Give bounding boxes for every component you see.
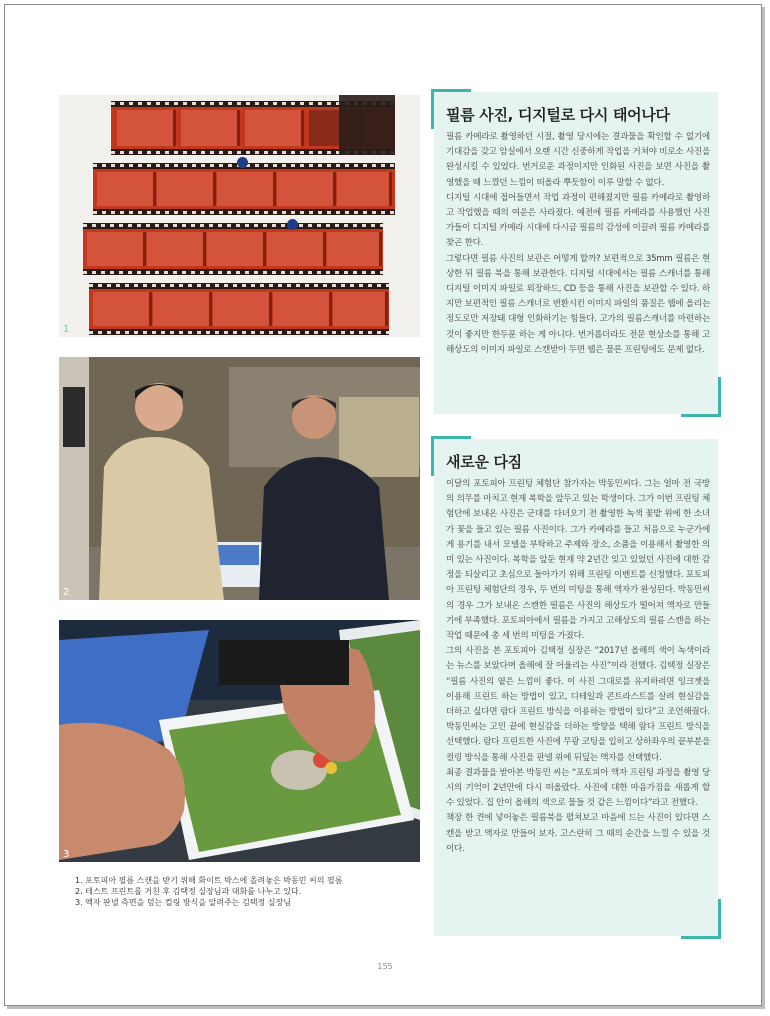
meeting-illustration bbox=[59, 357, 420, 600]
section-title: 필름 사진, 디지털로 다시 태어나다 bbox=[446, 106, 670, 124]
magnet-clip bbox=[287, 219, 298, 230]
film-strip bbox=[83, 223, 383, 275]
corner-accent bbox=[431, 436, 471, 439]
photo-number: 1 bbox=[63, 324, 70, 335]
hands-print-illustration bbox=[59, 620, 420, 862]
photo-number: 3 bbox=[63, 849, 70, 860]
photo-meeting bbox=[59, 357, 420, 600]
paragraph: 책장 한 켠에 넣어놓은 필름북을 펼쳐보고 마음에 드는 사진이 있다면 스캔을 받고 액자로 만들어 보자. 고스란히 그 때의 순간을 느낄 수 있을 것이다. bbox=[446, 813, 710, 854]
caption-1: 1. 포토피아 필름 스캔을 받기 위해 화이트 박스에 올려놓은 박동민 씨의 필름 bbox=[75, 876, 343, 885]
caption-3: 3. 액자 판넬 측면을 덮는 컬링 방식을 알려주는 김택정 실장님 bbox=[75, 898, 291, 907]
photo-hands-print bbox=[59, 620, 420, 862]
film-curl bbox=[339, 95, 395, 155]
paragraph: 이달의 포토피아 프린팅 체험단 참가자는 박동민씨다. 그는 얼마 전 국방의 의무를 마치고 현재 복학을 앞두고 있는 학생이다. 그가 이번 프린팅 체험단에 보내온 사진은 군대를 다녀오기 전 촬영한 녹색 꽃밭 위에 한 소녀가 꽃을 들고 있는 필름 사진이다. 그가 카메라를 들고 처음으로 누군가에게 용기를 내서 모델을 부탁하고 주제와 장소, 소품을 이용해서 촬영한 의미 있는 사진이다. 복학을 앞둔 현재 약 2년간 잊고 있었던 사진에 대한 감정을 되살리고 초심으로 돌아가기 위해 프린팅 이벤트를 신청했다. 포토피아 프린팅 체험단의 경우, 두 번의 미팅을 통해 액자가 완성된다. 박동민씨의 경우 그가 보내온 스캔한 필름은 사진의 해상도가 떨어져 액자로 만들기에 부족했다. 포토피아에서 필름을 가지고 고해상도의 필름 스캔을 하는 작업 때문에 총 세 번의 미팅을 가졌다. bbox=[446, 479, 710, 642]
section-film-to-digital bbox=[434, 92, 718, 414]
paragraph: 그의 사진을 본 포토피아 김택정 실장은 “2017년 올해의 색이 녹색이라는 뉴스를 보았다며 올해에 잘 어울리는 사진”이라 전했다. 김택정 실장은 “필름 사진의 옅은 느낌이 좋다. 이 사진 그대로를 유지하려면 잉크젯을 이용해 프린트 하는 방법이 있고, 디테일과 콘트라스트를 살려 현실감을 더하고 싶다면 람다 프린트 방식을 이용하는 방법이 있다”고 조언해줬다. 박동민씨는 고민 끝에 현실감을 더하는 방향을 택해 람다 프린트 방식을 선택했다. 람다 프린트한 사진에 무광 코팅을 입히고 상하좌우의 끝부분을 컬링 방식을 통해 사진을 판넬 위에 뒤덮는 액자를 선택했다. bbox=[446, 646, 710, 763]
photo-film-strips bbox=[59, 95, 420, 337]
section-body bbox=[446, 130, 710, 358]
paragraph: 그렇다면 필름 사진의 보관은 어떻게 할까? 보편적으로 35mm 필름은 현상한 뒤 필름 북을 통해 보관한다. 디지털 시대에서는 필름 스캐너를 통해 디지털 이미지 파일로 외장하드, CD 등을 통해 사진을 보관할 수 있다. 하지만 보편적인 필름 스캐너로 변환시킨 이미지 파일의 품질은 웹에 올리는 정도로만 저장돼 대형 인화하기는 힘들다. 고가의 필름스캐너를 마련하는 것이 좋지만 한두푼 하는 게 아니다. 번거롭더라도 전문 현상소를 통해 고해상도의 이미지 파일로 스캔받아 두면 웹은 물론 프린팅에도 문제 없다. bbox=[446, 253, 710, 355]
section-body bbox=[446, 477, 710, 857]
caption-2: 2. 테스트 프린트를 거친 후 김택정 실장님과 대화를 나누고 있다. bbox=[75, 887, 302, 896]
page-number: 155 bbox=[377, 962, 393, 971]
corner-accent bbox=[431, 89, 471, 92]
corner-accent bbox=[681, 936, 721, 939]
corner-accent bbox=[681, 414, 721, 417]
paragraph: 필름 카메라로 촬영하던 시절, 촬영 당시에는 결과물을 확인할 수 없기에 기대감을 갖고 암실에서 오랜 시간 신중하게 작업을 거쳐야 비로소 사진을 완성시킬 수 있었다. 번거로운 과정이지만 인화된 사진을 보면 사진을 촬영했을 때 느꼈던 느낌이 떠올라 뿌듯함이 이루 말할 수 없다. bbox=[446, 132, 710, 188]
paragraph: 최종 결과물을 받아본 박동민 씨는 “포토피아 액자 프린팅 과정을 촬영 당시의 기억이 2년만에 다시 떠올랐다. 사진에 대한 마음가짐을 새롭게 할 수 있었다. 집 안이 올해의 색으로 물들 것 같은 느낌이다”라고 전했다. bbox=[446, 767, 710, 809]
film-strip bbox=[89, 283, 389, 335]
section-title: 새로운 다짐 bbox=[446, 453, 522, 471]
paragraph: 디지털 시대에 접어들면서 작업 과정이 편해졌지만 필름 카메라로 촬영하고 작업했을 때의 여운은 사라졌다. 예전에 필름 카메라를 사용했던 사진가들이 디지털 카메라 시대에 다시금 필름의 감성에 이끌려 필름 카메라를 찾곤 한다. bbox=[446, 192, 710, 249]
section-new-resolution bbox=[434, 439, 718, 936]
magnet-clip bbox=[237, 157, 248, 168]
photo-captions bbox=[75, 875, 420, 908]
photo-number: 2 bbox=[63, 587, 70, 598]
film-strip bbox=[93, 163, 395, 215]
